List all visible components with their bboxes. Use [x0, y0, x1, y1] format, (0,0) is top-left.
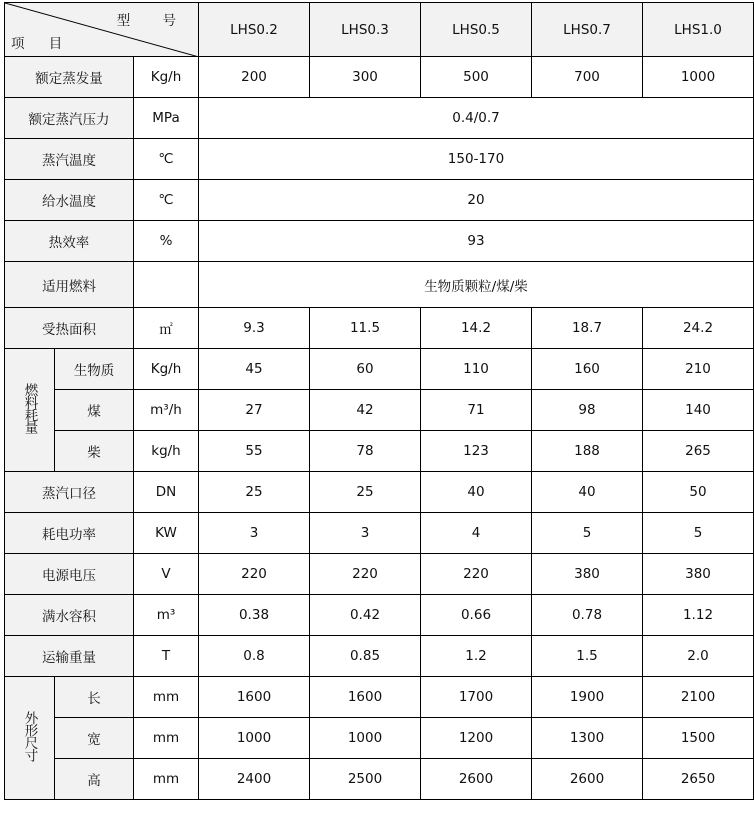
model-header: LHS1.0 — [643, 3, 754, 57]
table-row — [5, 718, 754, 759]
spec-table — [4, 2, 754, 800]
merged-value: 20 — [199, 180, 754, 221]
unit-cell: mm — [134, 759, 199, 800]
table-row — [5, 513, 754, 554]
value-cell: 1.12 — [643, 595, 754, 636]
value-cell: 0.66 — [421, 595, 532, 636]
value-cell: 140 — [643, 390, 754, 431]
value-cell: 2500 — [310, 759, 421, 800]
table-row — [5, 759, 754, 800]
value-cell: 40 — [421, 472, 532, 513]
value-cell: 0.78 — [532, 595, 643, 636]
value-cell: 220 — [310, 554, 421, 595]
value-cell: 2.0 — [643, 636, 754, 677]
value-cell: 9.3 — [199, 308, 310, 349]
unit-cell: V — [134, 554, 199, 595]
header-corner — [5, 3, 199, 57]
group-label: 燃料耗量 — [5, 349, 55, 472]
table-row — [5, 677, 754, 718]
table-row — [5, 180, 754, 221]
value-cell: 42 — [310, 390, 421, 431]
unit-cell: ℃ — [134, 180, 199, 221]
value-cell: 14.2 — [421, 308, 532, 349]
row-label: 蒸汽温度 — [5, 139, 134, 180]
value-cell: 1000 — [310, 718, 421, 759]
row-label: 额定蒸汽压力 — [5, 98, 134, 139]
value-cell: 2100 — [643, 677, 754, 718]
group-label: 外形尺寸 — [5, 677, 55, 800]
row-label: 受热面积 — [5, 308, 134, 349]
value-cell: 60 — [310, 349, 421, 390]
table-row — [5, 472, 754, 513]
value-cell: 45 — [199, 349, 310, 390]
merged-value: 0.4/0.7 — [199, 98, 754, 139]
value-cell: 0.85 — [310, 636, 421, 677]
value-cell: 1200 — [421, 718, 532, 759]
value-cell: 1600 — [310, 677, 421, 718]
value-cell: 0.8 — [199, 636, 310, 677]
merged-value: 150-170 — [199, 139, 754, 180]
value-cell: 78 — [310, 431, 421, 472]
value-cell: 500 — [421, 57, 532, 98]
value-cell: 1000 — [643, 57, 754, 98]
row-label: 煤 — [55, 390, 134, 431]
model-header: LHS0.2 — [199, 3, 310, 57]
table-row — [5, 57, 754, 98]
value-cell: 200 — [199, 57, 310, 98]
row-label: 运输重量 — [5, 636, 134, 677]
value-cell: 5 — [643, 513, 754, 554]
value-cell: 1900 — [532, 677, 643, 718]
row-label: 额定蒸发量 — [5, 57, 134, 98]
value-cell: 27 — [199, 390, 310, 431]
model-header: LHS0.3 — [310, 3, 421, 57]
table-row — [5, 262, 754, 308]
unit-cell: DN — [134, 472, 199, 513]
value-cell: 11.5 — [310, 308, 421, 349]
value-cell: 3 — [310, 513, 421, 554]
value-cell: 160 — [532, 349, 643, 390]
value-cell: 380 — [532, 554, 643, 595]
unit-cell: ㎡ — [134, 308, 199, 349]
merged-value: 93 — [199, 221, 754, 262]
table-row — [5, 308, 754, 349]
value-cell: 210 — [643, 349, 754, 390]
value-cell: 1.5 — [532, 636, 643, 677]
value-cell: 3 — [199, 513, 310, 554]
value-cell: 188 — [532, 431, 643, 472]
value-cell: 0.38 — [199, 595, 310, 636]
value-cell: 24.2 — [643, 308, 754, 349]
value-cell: 265 — [643, 431, 754, 472]
value-cell: 40 — [532, 472, 643, 513]
merged-value: 生物质颗粒/煤/柴 — [199, 262, 754, 308]
value-cell: 1.2 — [421, 636, 532, 677]
table-row — [5, 636, 754, 677]
model-header: LHS0.7 — [532, 3, 643, 57]
value-cell: 2600 — [421, 759, 532, 800]
row-label: 给水温度 — [5, 180, 134, 221]
value-cell: 25 — [199, 472, 310, 513]
value-cell: 380 — [643, 554, 754, 595]
unit-cell: % — [134, 221, 199, 262]
value-cell: 2650 — [643, 759, 754, 800]
table-row — [5, 595, 754, 636]
table-row — [5, 349, 754, 390]
row-label: 蒸汽口径 — [5, 472, 134, 513]
table-row — [5, 98, 754, 139]
table-row — [5, 554, 754, 595]
unit-cell: T — [134, 636, 199, 677]
value-cell: 2600 — [532, 759, 643, 800]
unit-cell: mm — [134, 718, 199, 759]
unit-cell — [134, 262, 199, 308]
unit-cell: Kg/h — [134, 57, 199, 98]
table-row — [5, 139, 754, 180]
value-cell: 50 — [643, 472, 754, 513]
row-label: 宽 — [55, 718, 134, 759]
row-label: 适用燃料 — [5, 262, 134, 308]
value-cell: 98 — [532, 390, 643, 431]
row-label: 电源电压 — [5, 554, 134, 595]
value-cell: 71 — [421, 390, 532, 431]
row-label: 耗电功率 — [5, 513, 134, 554]
value-cell: 1300 — [532, 718, 643, 759]
row-label: 满水容积 — [5, 595, 134, 636]
row-label: 长 — [55, 677, 134, 718]
unit-cell: KW — [134, 513, 199, 554]
value-cell: 700 — [532, 57, 643, 98]
row-label: 生物质 — [55, 349, 134, 390]
value-cell: 1000 — [199, 718, 310, 759]
value-cell: 0.42 — [310, 595, 421, 636]
value-cell: 2400 — [199, 759, 310, 800]
value-cell: 300 — [310, 57, 421, 98]
table-row — [5, 390, 754, 431]
value-cell: 5 — [532, 513, 643, 554]
unit-cell: MPa — [134, 98, 199, 139]
unit-cell: m³ — [134, 595, 199, 636]
value-cell: 1600 — [199, 677, 310, 718]
value-cell: 220 — [421, 554, 532, 595]
unit-cell: m³/h — [134, 390, 199, 431]
value-cell: 1500 — [643, 718, 754, 759]
value-cell: 55 — [199, 431, 310, 472]
unit-cell: ℃ — [134, 139, 199, 180]
value-cell: 220 — [199, 554, 310, 595]
row-label: 热效率 — [5, 221, 134, 262]
value-cell: 110 — [421, 349, 532, 390]
value-cell: 25 — [310, 472, 421, 513]
table-row — [5, 431, 754, 472]
value-cell: 123 — [421, 431, 532, 472]
row-label: 柴 — [55, 431, 134, 472]
item-label: 项 目 — [11, 36, 73, 52]
value-cell: 1700 — [421, 677, 532, 718]
row-label: 高 — [55, 759, 134, 800]
unit-cell: kg/h — [134, 431, 199, 472]
model-header: LHS0.5 — [421, 3, 532, 57]
value-cell: 4 — [421, 513, 532, 554]
unit-cell: mm — [134, 677, 199, 718]
model-label: 型 号 — [116, 13, 190, 29]
table-row — [5, 221, 754, 262]
value-cell: 18.7 — [532, 308, 643, 349]
unit-cell: Kg/h — [134, 349, 199, 390]
